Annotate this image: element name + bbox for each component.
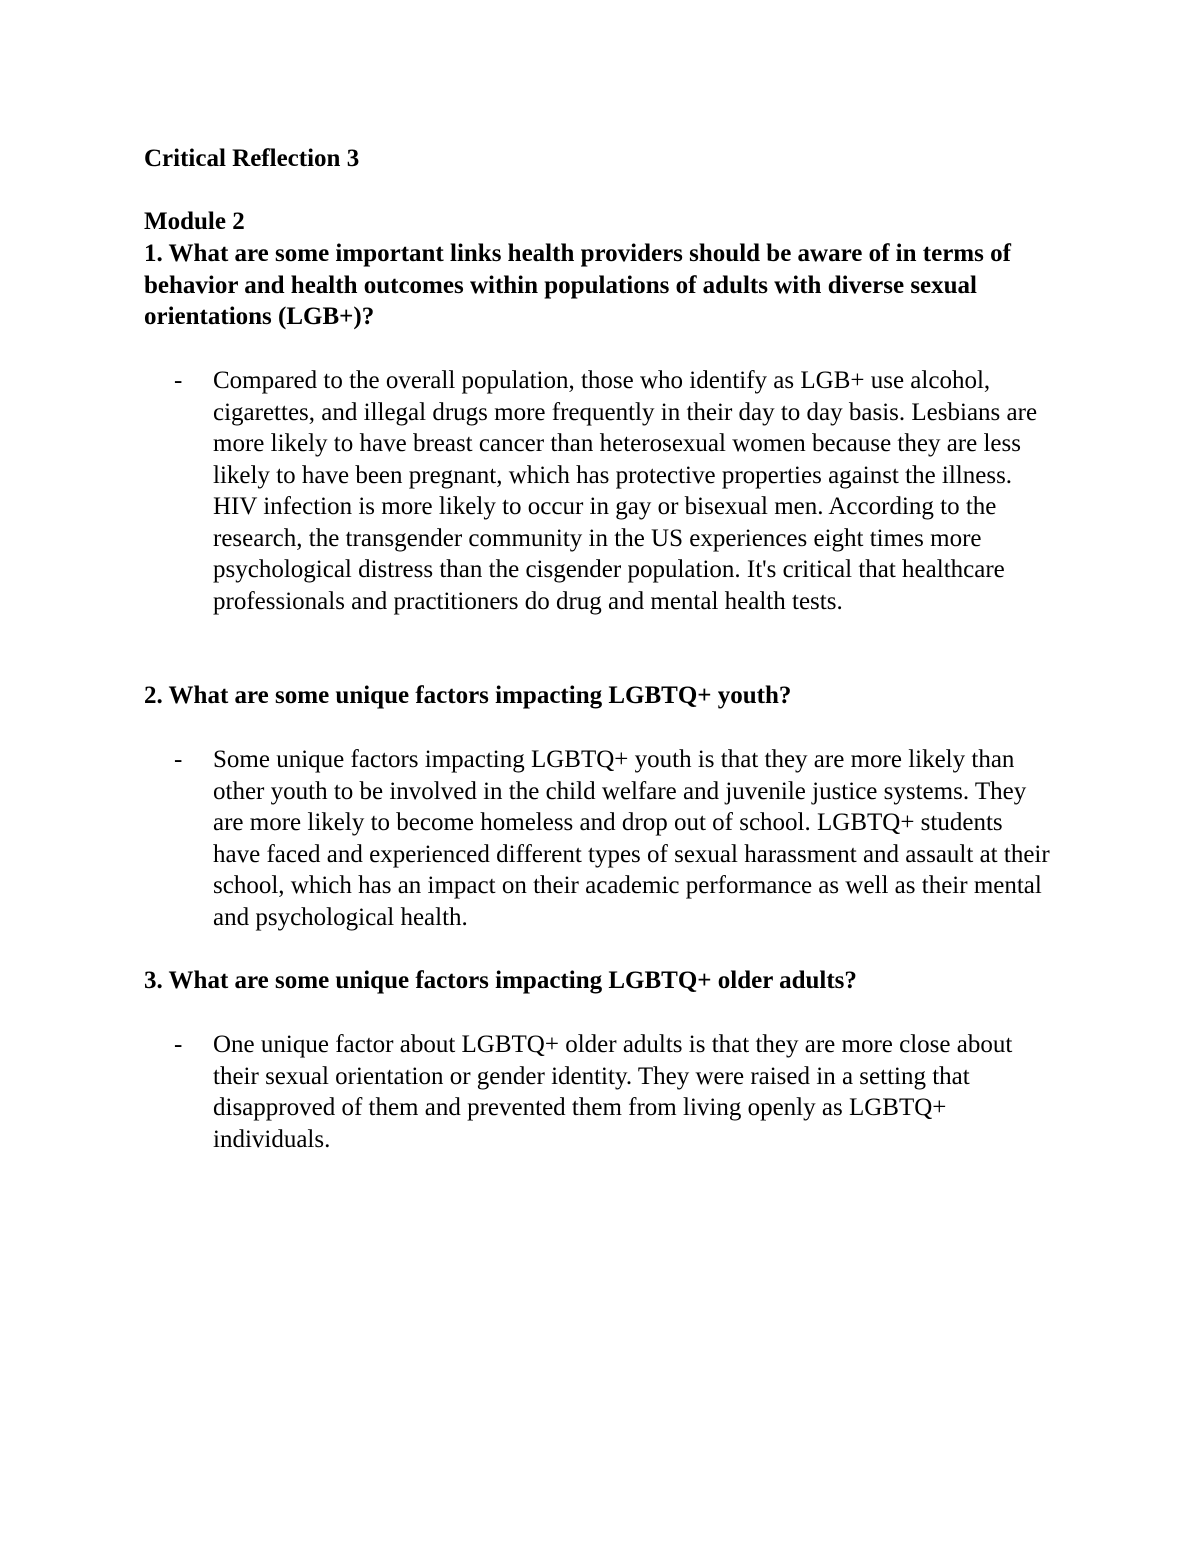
document-title: Critical Reflection 3 xyxy=(144,145,360,172)
answer-3-text: One unique factor about LGBTQ+ older adults is that they are more close about their sexual orientation or gender identity. They were raised in a setting that disapproved of them and prevented them from living openly as LGBTQ+ individuals. xyxy=(213,1031,1013,1153)
answer-2 xyxy=(174,744,1054,933)
answer-2-text: Some unique factors impacting LGBTQ+ youth is that they are more likely than other youth to be involved in the child welfare and juvenile justice systems. They are more likely to become homeless and drop out of school. LGBTQ+ students have faced and experienced different types of sexual harassment and assault at their school, which has an impact on their academic performance as well as their mental and psychological health. xyxy=(213,746,1050,931)
bullet-dash: - xyxy=(174,367,183,394)
module-heading: Module 2 xyxy=(144,208,245,235)
answer-3 xyxy=(174,1029,1054,1155)
bullet-dash: - xyxy=(174,746,183,773)
answer-1-text: Compared to the overall population, those who identify as LGB+ use alcohol, cigarettes, and illegal drugs more frequently in their day to day basis. Lesbians are more likely to have breast cancer than heterosexual women because they are less likely to have been pregnant, which has protective properties against the illness. HIV infection is more likely to occur in gay or bisexual men. According to the research, the transgender community in the US experiences eight times more psychological distress than the cisgender population. It's critical that healthcare professionals and practitioners do drug and mental health tests. xyxy=(213,367,1038,615)
answer-1 xyxy=(174,365,1054,617)
bullet-dash: - xyxy=(174,1031,183,1058)
question-1: 1. What are some important links health providers should be aware of in terms of behavior and health outcomes within populations of adults with diverse sexual orientations (LGB+)? xyxy=(144,240,1011,330)
question-2: 2. What are some unique factors impacting LGBTQ+ youth? xyxy=(144,682,792,709)
question-3: 3. What are some unique factors impacting LGBTQ+ older adults? xyxy=(144,967,857,994)
